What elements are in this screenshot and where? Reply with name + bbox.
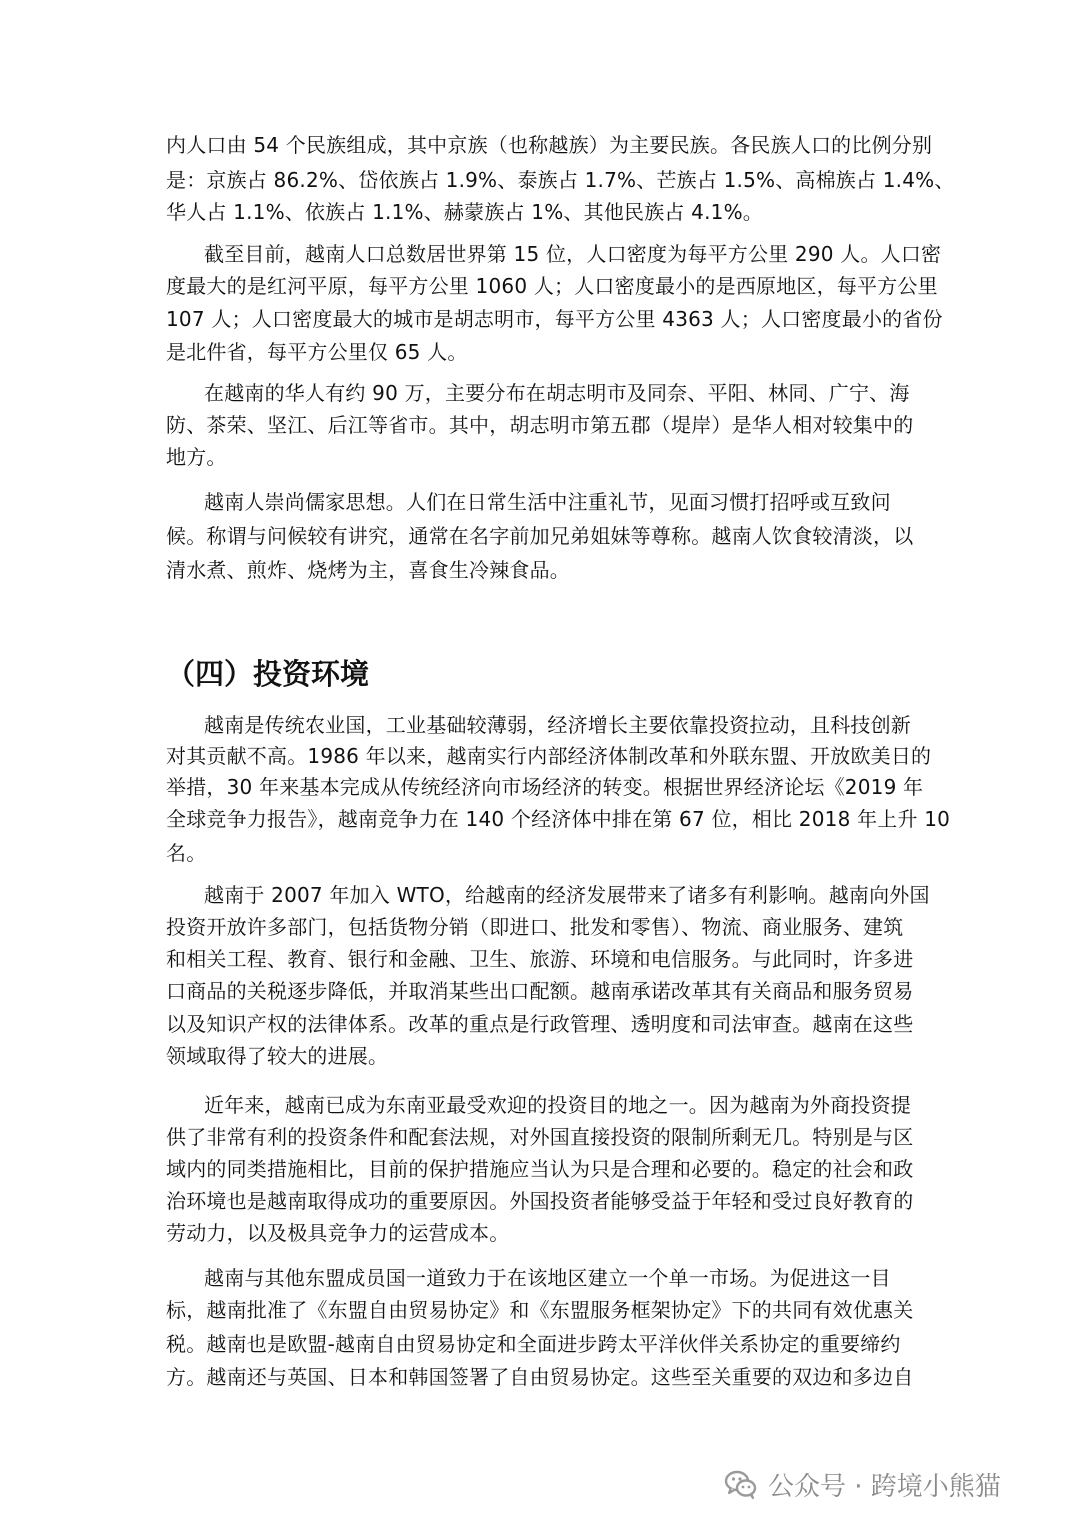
paragraph-line: 投资开放许多部门，包括货物分销（即进口、批发和零售）、物流、商业服务、建筑 bbox=[166, 915, 904, 939]
paragraph-line: 供了非常有利的投资条件和配套法规，对外国直接投资的限制所剩无几。特别是与区 bbox=[166, 1125, 914, 1149]
paragraph-line: 越南人崇尚儒家思想。人们在日常生活中注重礼节，见面习惯打招呼或互致问 bbox=[204, 490, 891, 514]
paragraph-line: 对其贡献不高。1986 年以来，越南实行内部经济体制改革和外联东盟、开放欧美日的 bbox=[166, 744, 932, 768]
paragraph-line: 举措，30 年来基本完成从传统经济向市场经济的转变。根据世界经济论坛《2019 年 bbox=[166, 775, 924, 799]
paragraph-line: 在越南的华人有约 90 万，主要分布在胡志明市及同奈、平阳、林同、广宁、海 bbox=[204, 381, 910, 405]
paragraph-line: 和相关工程、教育、银行和金融、卫生、旅游、环境和电信服务。与此同时，许多进 bbox=[166, 947, 914, 971]
paragraph-line: 清水煮、煎炸、烧烤为主，喜食生冷辣食品。 bbox=[166, 558, 570, 582]
paragraph-line: 防、茶荣、坚江、后江等省市。其中，胡志明市第五郡（堤岸）是华人相对较集中的 bbox=[166, 413, 914, 437]
watermark bbox=[724, 1464, 1001, 1504]
section-heading: （四）投资环境 bbox=[166, 657, 370, 691]
paragraph-line: 域内的同类措施相比，目前的保护措施应当认为只是合理和必要的。稳定的社会和政 bbox=[166, 1157, 914, 1181]
paragraph-line: 劳动力，以及极具竞争力的运营成本。 bbox=[166, 1221, 510, 1245]
paragraph-line: 内人口由 54 个民族组成，其中京族（也称越族）为主要民族。各民族人口的比例分别 bbox=[166, 133, 933, 157]
paragraph-line: 方。越南还与英国、日本和韩国签署了自由贸易协定。这些至关重要的双边和多边自 bbox=[166, 1365, 914, 1389]
paragraph-line: 以及知识产权的法律体系。改革的重点是行政管理、透明度和司法审查。越南在这些 bbox=[166, 1012, 914, 1036]
paragraph-line: 治环境也是越南取得成功的重要原因。外国投资者能够受益于年轻和受过良好教育的 bbox=[166, 1189, 914, 1213]
paragraph-line: 全球竞争力报告》，越南竞争力在 140 个经济体中排在第 67 位，相比 2018 年上升 10 bbox=[166, 807, 951, 831]
paragraph-line: 候。称谓与问候较有讲究，通常在名字前加兄弟姐妹等尊称。越南人饮食较清淡，以 bbox=[166, 524, 914, 548]
paragraph-line: 是北件省，每平方公里仅 65 人。 bbox=[166, 340, 468, 364]
paragraph-line: 越南是传统农业国，工业基础较薄弱，经济增长主要依靠投资拉动，且科技创新 bbox=[204, 713, 911, 737]
paragraph-line: 华人占 1.1%、依族占 1.1%、赫蒙族占 1%、其他民族占 4.1%。 bbox=[166, 200, 763, 224]
wechat-icon bbox=[724, 1467, 758, 1501]
paragraph-line: 越南与其他东盟成员国一道致力于在该地区建立一个单一市场。为促进这一目 bbox=[204, 1266, 891, 1290]
paragraph-line: 越南于 2007 年加入 WTO，给越南的经济发展带来了诸多有利影响。越南向外国 bbox=[204, 883, 930, 907]
paragraph-line: 口商品的关税逐步降低，并取消某些出口配额。越南承诺改革其有关商品和服务贸易 bbox=[166, 979, 914, 1003]
paragraph-line: 名。 bbox=[166, 841, 207, 865]
paragraph-line: 度最大的是红河平原，每平方公里 1060 人；人口密度最小的是西原地区，每平方公里 bbox=[166, 274, 938, 298]
paragraph-line: 地方。 bbox=[166, 445, 227, 469]
paragraph-line: 截至目前，越南人口总数居世界第 15 位，人口密度为每平方公里 290 人。人口密 bbox=[204, 242, 942, 266]
watermark-text: 公众号 · 跨境小熊猫 bbox=[768, 1471, 1001, 1502]
paragraph-line: 税。越南也是欧盟-越南自由贸易协定和全面进步跨太平洋伙伴关系协定的重要缔约 bbox=[166, 1332, 901, 1356]
paragraph-line: 领域取得了较大的进展。 bbox=[166, 1044, 389, 1068]
paragraph-line: 标，越南批准了《东盟自由贸易协定》和《东盟服务框架协定》下的共同有效优惠关 bbox=[166, 1298, 914, 1322]
paragraph-line: 107 人；人口密度最大的城市是胡志明市，每平方公里 4363 人；人口密度最小的省份 bbox=[166, 307, 943, 331]
paragraph-line: 近年来，越南已成为东南亚最受欢迎的投资目的地之一。因为越南为外商投资提 bbox=[204, 1093, 911, 1117]
paragraph-line: 是：京族占 86.2%、岱依族占 1.9%、泰族占 1.7%、芒族占 1.5%、高棉族占 1.4%、 bbox=[166, 168, 955, 192]
